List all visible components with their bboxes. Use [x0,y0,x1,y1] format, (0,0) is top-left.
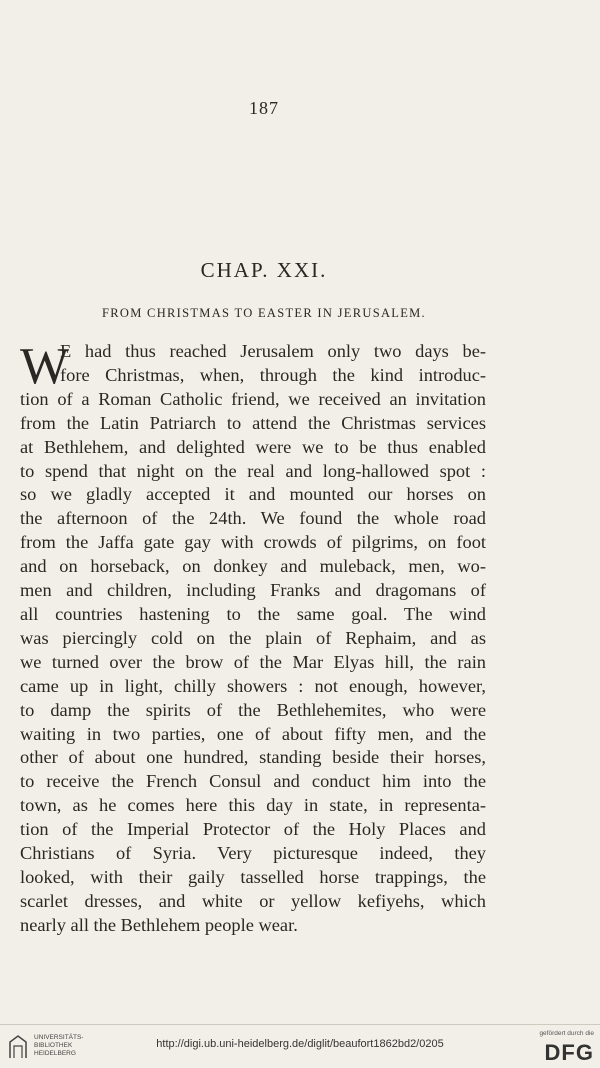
university-library-logo-icon [8,1034,28,1060]
text-line: to receive the French Consul and conduct him into the [20,771,486,792]
text-line: other of about one hundred, standing beside their horses, [20,747,486,768]
text-line: came up in light, chilly showers : not enough, however, [20,675,486,696]
text-line: tion of the Imperial Protector of the Holy Places and [20,819,486,840]
text-line: looked, with their gaily tasselled horse trappings, the [20,866,486,887]
footer [0,1024,600,1068]
text-line: we turned over the brow of the Mar Elyas hill, the rain [20,651,486,672]
text-line: waiting in two parties, one of about fifty men, and the [20,723,486,744]
text-line: men and children, including Franks and dragomans of [20,580,486,601]
text-line: to spend that night on the real and long-hallowed spot : [20,460,486,481]
text-line: Christians of Syria. Very picturesque indeed, they [20,843,486,864]
library-line: HEIDELBERG [34,1050,76,1057]
text-line: from the Latin Patriarch to attend the Christmas services [20,412,486,433]
text-line: E had thus reached Jerusalem only two days be- [60,341,486,361]
text-line: from the Jaffa gate gay with crowds of pilgrims, on foot [20,532,486,553]
text-line: so we gladly accepted it and mounted our horses on [20,484,486,505]
library-line: UNIVERSITÄTS- [34,1034,84,1041]
university-library-name [34,1034,83,1058]
footer-divider [0,1024,600,1025]
text-line: nearly all the Bethlehem people wear. [20,914,298,935]
text-line: town, as he comes here this day in state, in representa- [20,795,486,816]
page-number: 187 [249,98,279,118]
chapter-title: CHAP. XXI. [200,258,328,282]
text-line: tion of a Roman Catholic friend, we received an invitation [20,388,486,409]
text-line: and on horseback, on donkey and muleback, men, wo- [20,556,486,577]
body-text [20,340,486,938]
text-line: all countries hastening to the same goal. The wind [20,603,486,624]
drop-cap: W [20,338,70,395]
text-line: to damp the spirits of the Bethlehemites, who were [20,699,486,720]
funded-by-label: gefördert durch die [539,1030,594,1037]
source-url-link[interactable]: http://digi.ub.uni-heidelberg.de/diglit/beaufort1862bd2/0205 [156,1038,444,1050]
text-line: scarlet dresses, and white or yellow kefiyehs, which [20,890,486,911]
text-line: was piercingly cold on the plain of Rephaim, and as [20,627,486,648]
library-line: BIBLIOTHEK [34,1042,73,1049]
text-line: fore Christmas, when, through the kind introduc- [60,364,486,385]
text-line: at Bethlehem, and delighted were we to be thus enabled [20,436,486,457]
text-line: the afternoon of the 24th. We found the whole road [20,508,486,529]
dfg-logo: DFG [544,1040,594,1065]
chapter-subtitle: FROM CHRISTMAS TO EASTER IN JERUSALEM. [102,306,426,320]
